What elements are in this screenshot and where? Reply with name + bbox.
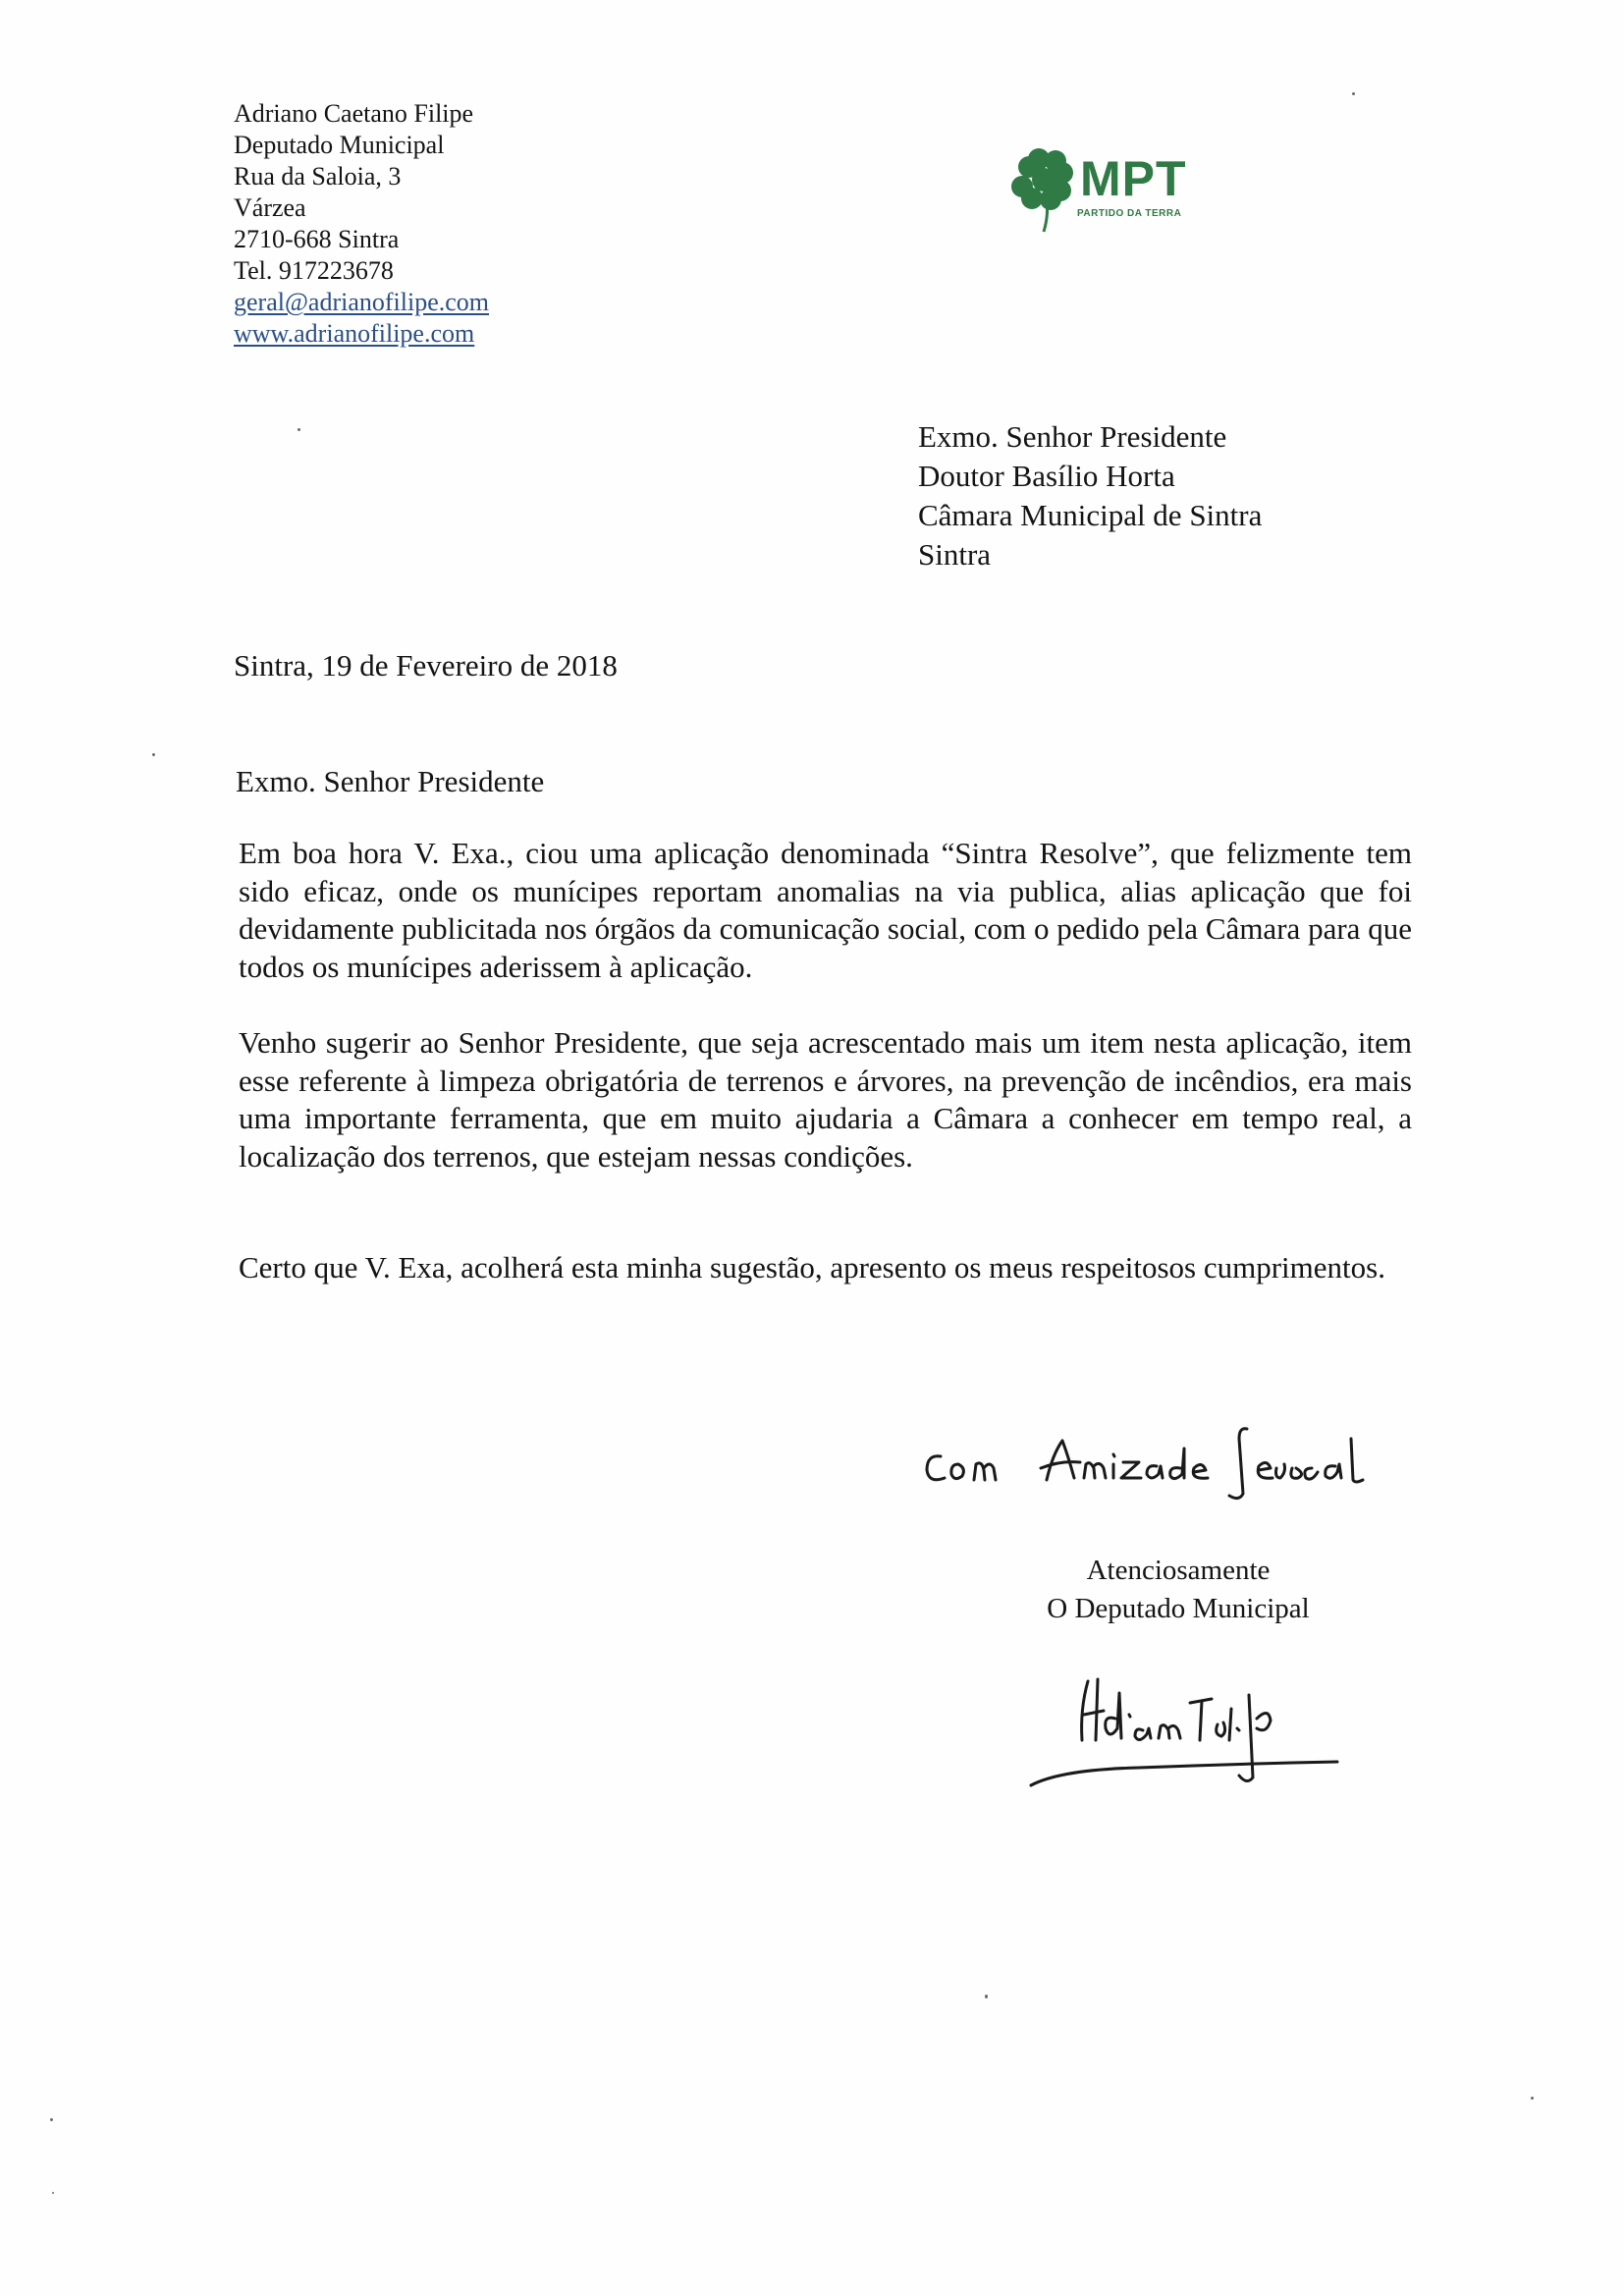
sender-name: Adriano Caetano Filipe — [234, 99, 474, 128]
recipient-line-3: Câmara Municipal de Sintra — [918, 498, 1263, 532]
scan-speck — [50, 2118, 53, 2121]
sender-locality: Várzea — [234, 193, 306, 222]
signature — [1021, 1660, 1355, 1797]
scan-speck — [152, 753, 155, 756]
recipient-block — [918, 417, 1262, 574]
sender-street: Rua da Saloia, 3 — [234, 162, 402, 191]
party-logo — [1006, 145, 1203, 239]
sender-website-link[interactable]: www.adrianofilipe.com — [234, 319, 475, 348]
sender-email-link[interactable]: geral@adrianofilipe.com — [234, 288, 489, 316]
scan-speck — [985, 1995, 988, 1998]
handwritten-note — [913, 1399, 1384, 1507]
body-paragraph-2: Venho sugerir ao Senhor Presidente, que seja acrescentado mais um item nesta aplicação, item esse referente à limpeza obrigatória de terrenos e árvores, na prevenção de incêndios, era mais uma importante ferramenta, que em muito ajudaria a Câmara a conhecer em tempo real, a localização dos terrenos, que estejam nessas condições. — [239, 1025, 1412, 1174]
closing-block — [1021, 1552, 1335, 1628]
logo-text: MPT — [1080, 151, 1187, 206]
sender-postcode: 2710-668 Sintra — [234, 225, 400, 253]
sender-block — [234, 98, 489, 350]
scan-speck — [1531, 2097, 1534, 2100]
recipient-line-4: Sintra — [918, 537, 992, 572]
scan-speck — [298, 428, 300, 431]
sender-phone: Tel. 917223678 — [234, 256, 394, 285]
four-leaf-clover-icon — [1006, 145, 1083, 236]
body-paragraph-1: Em boa hora V. Exa., ciou uma aplicação denominada “Sintra Resolve”, que felizmente tem sido eficaz, onde os munícipes reportam anomalias na via publica, alias aplicação que foi devidamente publicitada nos órgãos da comunicação social, com o pedido pela Câmara para que todos os munícipes aderissem à aplicação. — [239, 836, 1412, 984]
scan-speck — [1352, 92, 1355, 95]
recipient-line-1: Exmo. Senhor Presidente — [918, 419, 1227, 454]
scan-speck — [52, 2192, 54, 2194]
salutation: Exmo. Senhor Presidente — [236, 764, 545, 798]
closing-line-2: O Deputado Municipal — [1047, 1593, 1310, 1624]
sender-role: Deputado Municipal — [234, 131, 445, 159]
body-paragraph-3: Certo que V. Exa, acolherá esta minha sugestão, apresento os meus respeitosos cumprimentos. — [239, 1250, 1385, 1285]
letter-date: Sintra, 19 de Fevereiro de 2018 — [234, 648, 618, 683]
recipient-line-2: Doutor Basílio Horta — [918, 459, 1175, 493]
logo-subtitle: PARTIDO DA TERRA — [1077, 208, 1182, 219]
closing-line-1: Atenciosamente — [1086, 1555, 1271, 1586]
